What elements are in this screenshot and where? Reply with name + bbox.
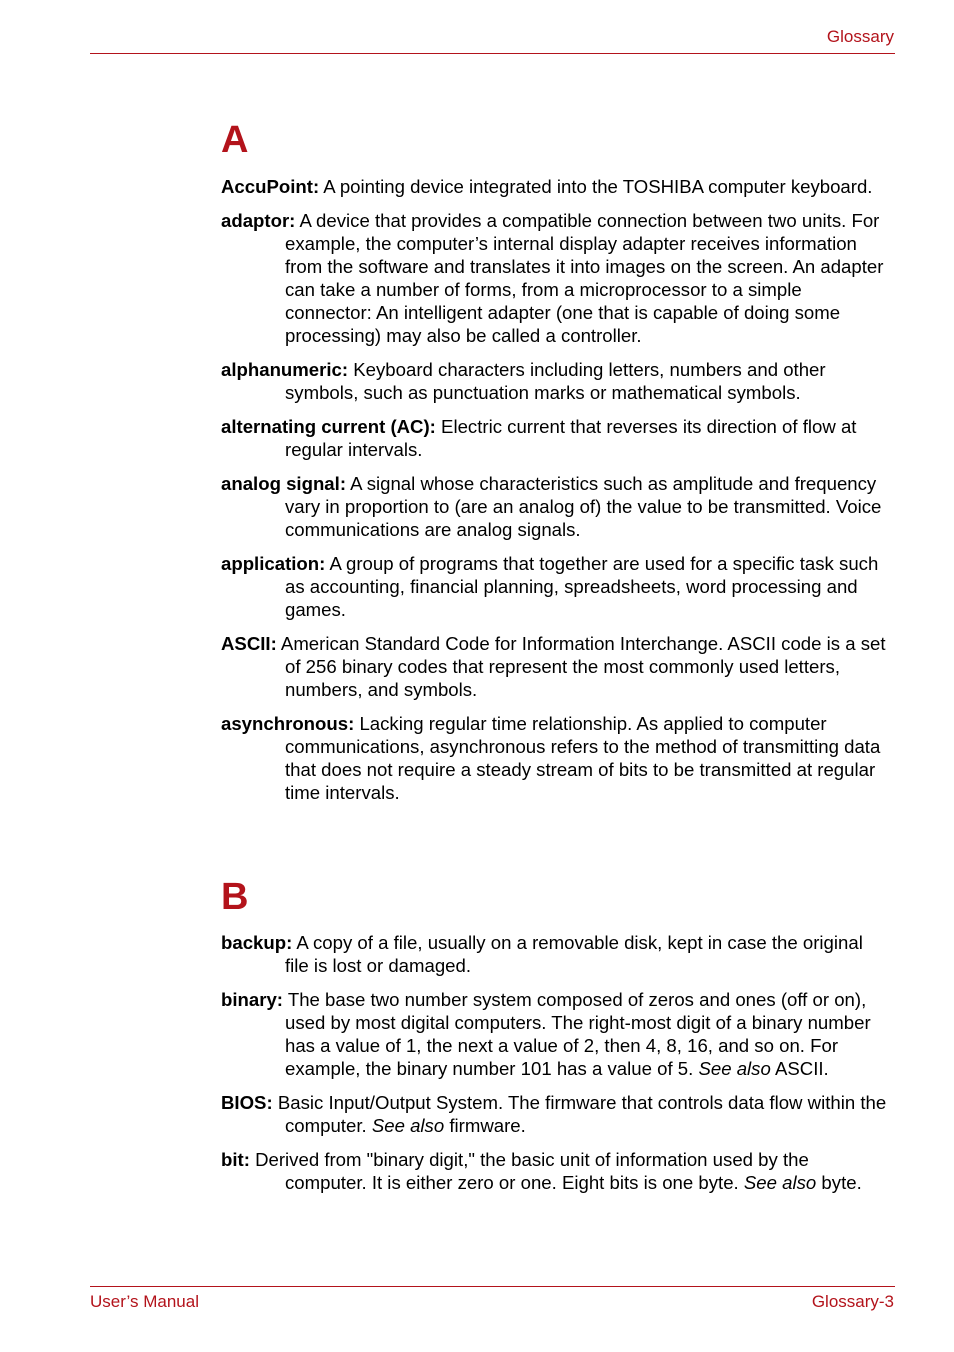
see-also-target: ASCII. <box>770 1058 829 1079</box>
entry-definition: A device that provides a compatible connection between two units. For example, the computer’s internal display adapter receives information from the software and translates it into images on the screen. An adapter can take a number of forms, from a microprocessor to a simple connector: An intelligent adapter (one that is capable of doing some processing) may also be called a controller. <box>285 210 884 346</box>
section-b <box>221 878 891 1205</box>
entry-term: adaptor: <box>221 210 296 231</box>
see-also-label: See also <box>698 1058 771 1079</box>
entry-term: backup: <box>221 932 293 953</box>
section-letter: B <box>221 876 249 918</box>
glossary-entry <box>221 358 891 404</box>
glossary-entry <box>221 988 891 1080</box>
glossary-entry <box>221 552 891 621</box>
glossary-entry <box>221 632 891 701</box>
header-rule <box>90 53 895 54</box>
entry-definition: Basic Input/Output System. The firmware that controls data flow within the computer. <box>272 1092 887 1136</box>
entry-term: analog signal: <box>221 473 347 494</box>
glossary-entry <box>221 209 891 347</box>
entry-term: binary: <box>221 989 283 1010</box>
see-also-target: firmware. <box>444 1115 526 1136</box>
glossary-entry <box>221 472 891 541</box>
entry-definition: A pointing device integrated into the TOSHIBA computer keyboard. <box>319 176 873 197</box>
entry-definition: American Standard Code for Information Interchange. ASCII code is a set of 256 binary codes that represent the most commonly used letters, numbers, and symbols. <box>276 633 886 700</box>
entry-term: bit: <box>221 1149 250 1170</box>
section-letter: A <box>221 119 249 161</box>
entry-definition: Lacking regular time relationship. As applied to computer communications, asynchronous refers to the method of transmitting data that does not require a steady stream of bits to be transmitted at regular time intervals. <box>285 713 881 803</box>
glossary-entry <box>221 712 891 804</box>
entry-term: alternating current (AC): <box>221 416 436 437</box>
footer-rule <box>90 1286 895 1287</box>
entry-definition: Keyboard characters including letters, numbers and other symbols, such as punctuation marks or mathematical symbols. <box>285 359 826 403</box>
entry-term: AccuPoint: <box>221 176 320 197</box>
entry-definition: Derived from "binary digit," the basic unit of information used by the computer. It is either zero or one. Eight bits is one byte. <box>249 1149 809 1193</box>
see-also-target: byte. <box>816 1172 862 1193</box>
entry-definition: A signal whose characteristics such as amplitude and frequency vary in proportion to (are an analog of) the value to be transmitted. Voice communications are analog signals. <box>285 473 882 540</box>
footer-page-number: Glossary-3 <box>811 1292 894 1311</box>
entry-definition: A group of programs that together are used for a specific task such as accounting, financial planning, spreadsheets, word processing and games. <box>285 553 879 620</box>
header-title: Glossary <box>826 27 894 46</box>
entry-term: ASCII: <box>221 633 277 654</box>
see-also-label: See also <box>743 1172 817 1193</box>
glossary-entry <box>221 931 891 977</box>
glossary-entry <box>221 1091 891 1137</box>
entry-term: application: <box>221 553 326 574</box>
glossary-entry <box>221 415 891 461</box>
entry-definition: The base two number system composed of zeros and ones (off or on), used by most digital computers. The right-most digit of a binary number has a value of 1, the next a value of 2, then 4, 8, 16, and so on. For example, the binary number 101 has a value of 5. <box>283 989 871 1079</box>
footer-manual-title: User’s Manual <box>90 1292 199 1311</box>
glossary-entry <box>221 1148 891 1194</box>
entry-term: asynchronous: <box>221 713 355 734</box>
entry-definition: Electric current that reverses its direction of flow at regular intervals. <box>285 416 857 460</box>
entry-term: BIOS: <box>221 1092 273 1113</box>
section-a <box>221 121 891 815</box>
entry-definition: A copy of a file, usually on a removable disk, kept in case the original file is lost or damaged. <box>285 932 863 976</box>
glossary-entry <box>221 175 891 198</box>
entry-term: alphanumeric: <box>221 359 349 380</box>
see-also-label: See also <box>371 1115 445 1136</box>
